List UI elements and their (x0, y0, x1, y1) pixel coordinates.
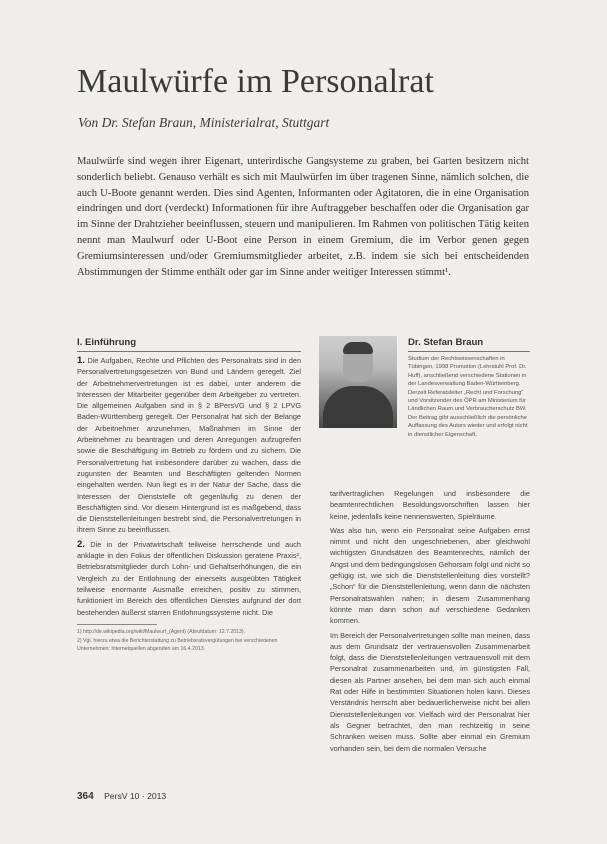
article-intro: Maulwürfe sind wegen ihrer Eigenart, unterirdische Gangsysteme zu graben, bei Garten besitzern nicht sonderlich beliebt. Genauso verhält es sich mit Maulwürfen im über tragenen Sinne, nämlich solchen, die auch U-Boote genannt werden. Dies sind Agenten, Informanten oder Agitatoren, die in eine Organisation eindringen und dort (verdeckt) Informationen für ihre Auftraggeber beschaffen oder die Organisation gar im Sinne der Drahtzieher beeinflussen, steuern und manipulieren. Im Rahmen von politischen Tätig keiten nennt man Maulwurf oder U-Boot eine Person in einem Gremium, die im Verbor genen gegen Gremiumsinteressen und/oder Gremiumsmitglieder arbeitet, z.B. indem sie sich bei entscheidenden Abstimmungen der Stimme enthält oder gar im Sinne ander weitiger Interessen stimmt¹. (77, 156, 529, 278)
page-footer (77, 791, 166, 802)
right-column (330, 485, 530, 754)
photo-hair (343, 342, 373, 354)
paragraph-text: Die Aufgaben, Rechte und Pflichten des Personalrats sind in den Personalvertretungsgesetzen von Bund und Ländern geregelt. Ziel der Arbeitnehmervertretungen ist es dabei, unter anderem die Interessen der Mitarbeiter gegenüber dem Arbeitgeber zu vertreten. Die allgemeinen Aufgaben sind in § 2 BPersVG und § 2 LPVG Baden-Württemberg geregelt. Der Personalrat hat sich der Belange der Arbeitnehmer anzunehmen, Maßnahmen im Sinne der Arbeitnehmer zu beantragen und deren Anregungen aufzugreifen sowie die Beschäftigung im Betrieb zu fördern und zu sichern. Die Personalvertretung hat insbesondere darüber zu wachen, dass die zugunsten der Beamten und Beschäftigten geltenden Normen eingehalten werden. Nun liegt es in der Natur der Sache, dass die Interessen der Dienststelle oft gegenläufig zu denen der Beschäftigten sind. Vor diesem Hintergrund ist es maßgebend, dass die Dienststellenleitungen bestrebt sind, die Personalvertretungen in ihrem Sinne zu beeinflussen. (77, 356, 301, 535)
author-name: Dr. Stefan Braun (408, 337, 530, 352)
paragraph-number: 2. (77, 538, 85, 550)
paragraph-1 (77, 355, 301, 536)
paragraph-number: 1. (77, 355, 85, 366)
article-byline: Von Dr. Stefan Braun, Ministerialrat, Stuttgart (78, 115, 330, 130)
author-bio: Studium der Rechtswissenschaften in Tübingen, 1998 Promotion (Lehrstuhl Prof. Dr. Huff), anschließend verschiedene Stationen in der Landesverwaltung Baden-Württemberg. Derzeit Referatsleiter „Recht und Forschung“ und Vorsitzender des ÖPR am Ministerium für Ländlichen Raum und Verbraucherschutz BW. Der Beitrag gibt ausschließlich die persönliche Auffassung des Autors wieder und erfolgt nicht in dienstlicher Eigenschaft. (408, 356, 528, 438)
journal-issue: PersV 10 · 2013 (104, 791, 167, 801)
author-photo (319, 336, 397, 428)
article-title: Maulwürfe im Personalrat (77, 63, 434, 100)
paragraph-2 (77, 539, 301, 618)
section-heading: I. Einführung (77, 337, 301, 352)
paragraph-right-b: Was also tun, wenn ein Personalrat seine Aufgaben ernst nimmt und nicht den ungeschriebenen, aber gleichwohl wichtigsten Grundsätzen des Beamtenrechts, nämlich der Angst und dem bedingungslosen Gehorsam folgt und nicht so gefügig ist, wie sich die Dienststellenleitung dies vorstellt? „Schon“ für die Dienststellenleitung, wenn dann die nächsten Personalratswahlen nahen; in diesem Zusammenhang könnte man dann schon auf verschiedene Gedanken kommen. (330, 525, 530, 626)
paragraph-right-a: tarifvertraglichen Regelungen und insbesondere die beamtenrechtlichen Besoldungsvorschriften lassen hier keine, jedenfalls keine nennenswerten, Spielräume. (330, 489, 530, 521)
footnote-1: 1) http://de.wikipedia.org/wiki/Maulwurf_(Agent) (Abrufdatum: 12.7.2013). (77, 628, 246, 635)
page-number: 364 (77, 791, 94, 802)
author-box (312, 337, 530, 439)
footnote-divider (77, 624, 157, 625)
paragraph-text: Die in der Privatwirtschaft teilweise herrschende und auch anklagte in den Fokus der öffentlichen Diskussion geratene Praxis², Betriebsratsmitglieder durch Lohn- und Gehaltserhöhungen, die ein Vergleich zu der Entlohnung der einerseits ausgeübten Tätigkeit teilweise enormante Ausmaße erreichen, positiv zu stimmen, funktioniert im Bereich des öffentlichen Dienstes aufgrund der dort bestehenden äußerst starren Entlohnungssysteme nicht. Die (77, 539, 301, 617)
photo-shoulders (323, 386, 393, 428)
paragraph-right-c: Im Bereich der Personalvertretungen sollte man meinen, dass aus dem Grundsatz der vertrauensvollen Zusammenarbeit folgt, dass die Dienststellenleitungen vertrauensvoll mit dem Personalrat zusammenarbeiten und, im günstigsten Fall, diesen als Partner ansehen, bei dem man sich auch einmal Rat oder Hilfe in bestimmten Situationen holen kann. Dieses Verständnis herrscht aber bedauerlicherweise nicht bei allen Dienststellenleitungen vor. Vielfach wird der Personalrat hier als Gegner betrachtet, den man rechtzeitig in seine Schranken weisen muss. Sollte aber einmal ein Gremium vorhanden sein, bei dem die normalen Versuche (330, 630, 530, 753)
footnote-2: 2) Vgl. hierzu etwa die Berichterstattung zu Betriebsratsvergütungen bei verschiedenen Unternehmen; Internetquellen abgerufen am 16.4.2013. (77, 638, 278, 653)
left-column (77, 337, 301, 656)
